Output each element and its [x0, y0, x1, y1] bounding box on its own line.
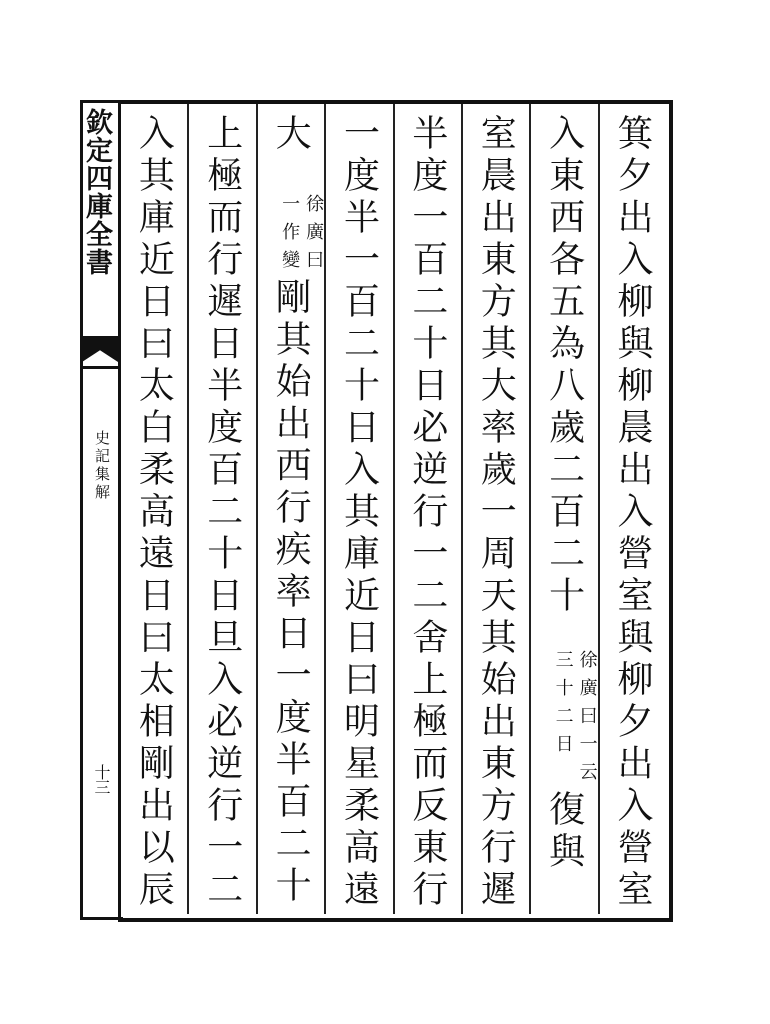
fish-tail-line — [82, 366, 118, 369]
main-text: 半度一百二十日必逆行一二舍上極而反東行 — [406, 114, 448, 912]
book-title: 史記集解 — [93, 430, 111, 502]
main-text: 上極而行遲日半度百二十日旦入必逆行一二 — [201, 114, 243, 912]
commentary-line: 三十二日 — [552, 650, 574, 763]
text-column — [121, 104, 187, 914]
commentary-line: 徐廣曰一云 — [576, 650, 598, 791]
main-text: 室晨出東方其大率歲一周天其始出東方行遲 — [475, 114, 517, 912]
main-text: 入其庫近日曰太白柔高遠日曰太相剛出以辰 — [133, 114, 175, 912]
text-column — [393, 104, 461, 914]
main-text: 入東西各五為八歲二百二十 — [543, 114, 585, 618]
column-text — [395, 114, 461, 914]
series-title: 欽定四庫全書 — [81, 108, 112, 276]
column-text — [463, 114, 529, 914]
column-text — [326, 114, 392, 914]
page-number: 十三 — [92, 764, 111, 794]
commentary-line: 徐廣曰 — [303, 193, 325, 278]
text-column — [598, 104, 666, 914]
column-text — [600, 114, 666, 914]
column-text — [189, 114, 255, 914]
column-text — [531, 114, 597, 914]
commentary-line: 一作變 — [279, 193, 301, 278]
main-text: 箕夕出入柳與柳晨出入營室與柳夕出入營室 — [612, 114, 653, 912]
text-column — [324, 104, 392, 914]
text-columns — [121, 104, 666, 914]
main-text: 大 — [270, 114, 312, 156]
text-column — [187, 104, 255, 914]
column-text — [121, 114, 187, 914]
commentary-note — [258, 194, 324, 278]
text-column — [461, 104, 529, 914]
main-text: 復與 — [543, 790, 585, 875]
main-text: 剛其始出西行疾率日一度半百二十 — [270, 277, 312, 908]
main-text: 一度半一百二十日入其庫近日曰明星柔高遠 — [338, 114, 380, 912]
text-column — [256, 104, 324, 914]
text-column — [529, 104, 597, 914]
commentary-note — [531, 650, 597, 790]
column-text — [258, 114, 324, 914]
